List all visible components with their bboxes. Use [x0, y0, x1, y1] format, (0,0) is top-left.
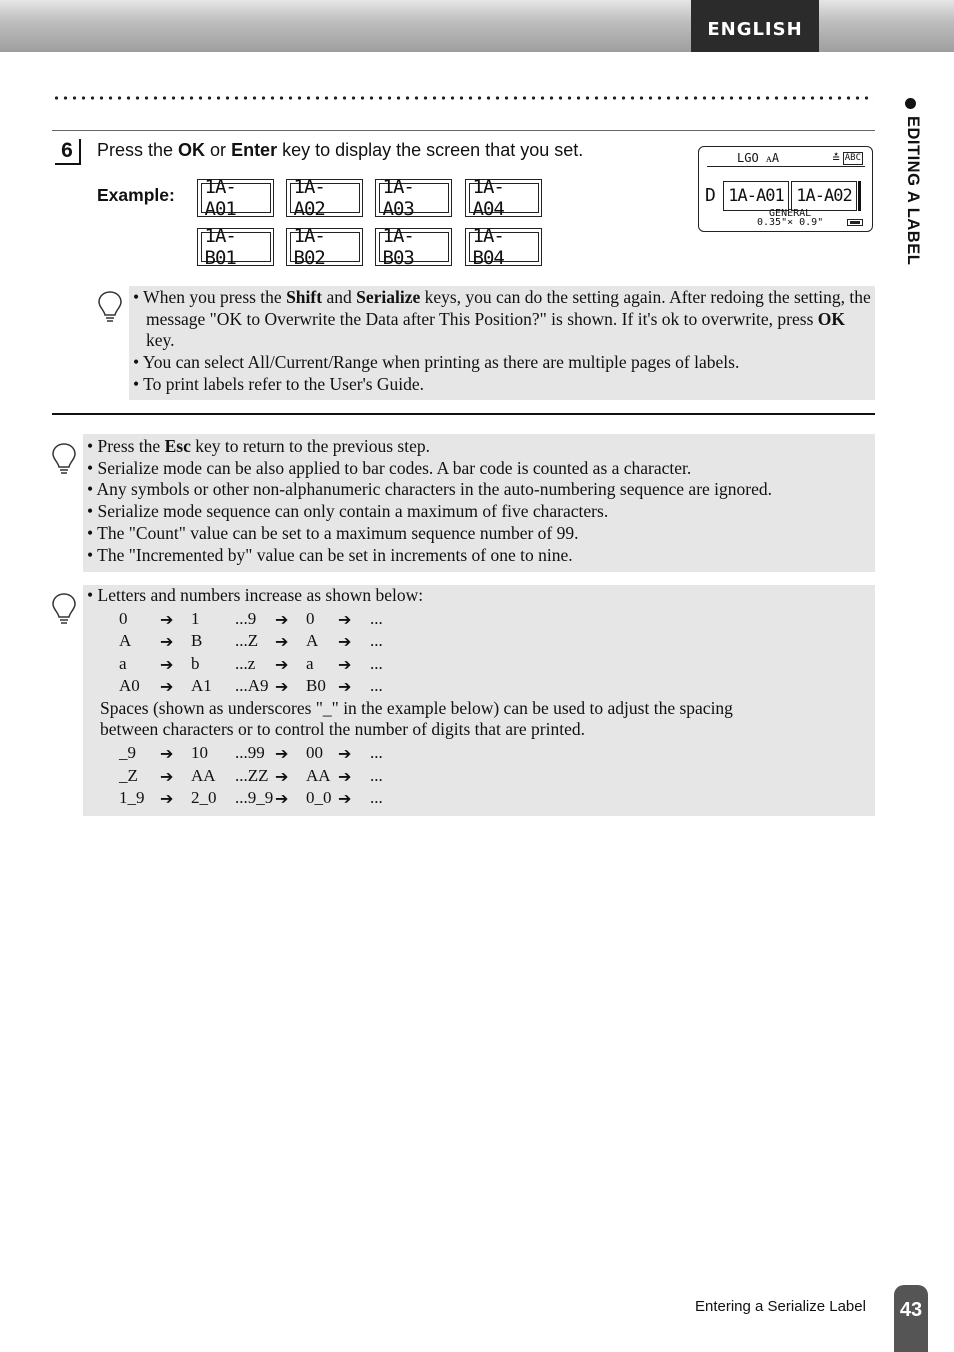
arrow-right-icon: ➔ [338, 766, 352, 786]
sequence-value: a [119, 653, 127, 673]
sequence-value: ... [370, 743, 383, 763]
sequence-value: 2_0 [191, 788, 217, 808]
sequence-value: ...z [235, 653, 256, 673]
hint-note-box [83, 434, 875, 572]
lcd-label-cell: 1A-A02 [791, 181, 857, 211]
example-label-box [375, 176, 452, 220]
sequence-value: 00 [306, 743, 323, 763]
battery-icon [847, 219, 863, 226]
sequence-value: B [191, 631, 203, 651]
example-label-box [465, 225, 542, 269]
footer-section-name: Entering a Serialize Label [695, 1298, 866, 1315]
hint-paragraph: between characters or to control the number of digits that are printed. [100, 719, 585, 740]
arrow-right-icon: ➔ [160, 654, 174, 674]
arrow-right-icon: ➔ [338, 744, 352, 764]
arrow-right-icon: ➔ [275, 654, 289, 674]
arrow-right-icon: ➔ [338, 609, 352, 629]
lcd-block-mark-icon: D [705, 185, 716, 206]
lcd-format: GENERAL [769, 208, 812, 219]
step-text-mid: or [205, 140, 232, 160]
example-label-text: 1A-A01 [201, 183, 271, 213]
hint-bulb-icon [51, 592, 77, 626]
ok-key-label: OK [178, 140, 206, 160]
sequence-value: ...ZZ [235, 765, 269, 785]
hint-bullet: • The "Incremented by" value can be set in increments of one to nine. [87, 544, 573, 565]
hint-bullet: • Any symbols or other non-alphanumeric characters in the auto-numbering sequence are ignored. [87, 479, 772, 500]
sequence-value: 1 [191, 608, 200, 628]
hint-bulb-icon [51, 442, 77, 476]
hint-bullet: • Letters and numbers increase as shown below: [87, 585, 424, 605]
arrow-right-icon: ➔ [160, 789, 174, 809]
dotted-divider [52, 96, 874, 100]
lcd-screen-illustration [698, 146, 873, 232]
lcd-label-cell: 1A-A01 [723, 181, 789, 211]
example-label-text: 1A-A02 [290, 183, 360, 213]
sequence-row [87, 675, 875, 698]
sequence-value: A [119, 631, 132, 651]
example-label-text: 1A-B01 [201, 232, 271, 262]
hint-bullet: • Serialize mode sequence can only contain a maximum of five characters. [87, 501, 609, 522]
lcd-status-right [833, 151, 864, 165]
hint-bulb-icon [97, 290, 123, 324]
lcd-status-row [707, 151, 865, 167]
arrow-right-icon: ➔ [275, 677, 289, 697]
lcd-cursor-icon [858, 181, 861, 211]
sequence-value: ... [370, 653, 383, 673]
sequence-value: ...A9 [235, 676, 269, 696]
hint-bullet: • Press the Esc key to return to the previous step. [87, 436, 430, 456]
arrow-right-icon: ➔ [160, 766, 174, 786]
section-bullet-icon [905, 98, 916, 109]
sequence-table [87, 742, 875, 810]
example-label-box [465, 176, 542, 220]
arrow-right-icon: ➔ [275, 632, 289, 652]
example-label-box [197, 176, 274, 220]
hint-note-box [129, 286, 875, 400]
section-title-vertical: EDITING A LABEL [904, 116, 922, 266]
arrow-right-icon: ➔ [160, 632, 174, 652]
hint-paragraph: Spaces (shown as underscores "_" in the example below) can be used to adjust the spacing [100, 697, 733, 718]
arrow-right-icon: ➔ [338, 654, 352, 674]
hint-bullet: • The "Count" value can be set to a maximum sequence number of 99. [87, 522, 579, 543]
sequence-table [87, 608, 875, 698]
language-tab: ENGLISH [691, 0, 819, 52]
hint-bullet: • To print labels refer to the User's Guide. [133, 373, 425, 394]
step-bottom-rule [52, 413, 875, 415]
sequence-row [87, 765, 875, 788]
lcd-tape-info [757, 209, 823, 227]
arrow-right-icon: ➔ [275, 789, 289, 809]
arrow-right-icon: ➔ [338, 632, 352, 652]
step-text-pre: Press the [97, 140, 179, 160]
example-label-text: 1A-A04 [469, 183, 539, 213]
sequence-value: 1_9 [119, 788, 145, 808]
hint-note-box [83, 585, 875, 816]
example-label-box [286, 176, 363, 220]
example-label: Example: [97, 185, 175, 205]
sequence-value: ...9 [235, 608, 257, 628]
sequence-value: A1 [191, 676, 212, 696]
step-top-rule [52, 130, 875, 131]
sequence-value: ... [370, 765, 383, 785]
lcd-size: 0.35"× 0.9" [757, 217, 824, 228]
arrow-right-icon: ➔ [275, 744, 289, 764]
sequence-value: ...9_9 [235, 788, 274, 808]
sequence-value: ...99 [235, 743, 265, 763]
example-label-box [197, 225, 274, 269]
sequence-value: ...Z [235, 631, 259, 651]
arrow-right-icon: ➔ [338, 789, 352, 809]
sequence-value: _9 [119, 743, 136, 763]
sequence-row [87, 742, 875, 765]
sequence-value: ... [370, 676, 383, 696]
sequence-value: b [191, 653, 200, 673]
sequence-value: ... [370, 608, 383, 628]
arrow-right-icon: ➔ [275, 766, 289, 786]
sequence-value: A [306, 631, 319, 651]
sequence-row [87, 608, 875, 631]
step-instruction [97, 140, 583, 161]
example-label-text: 1A-B02 [290, 232, 360, 262]
sequence-value: 0_0 [306, 788, 332, 808]
arrow-right-icon: ➔ [275, 609, 289, 629]
sequence-value: AA [306, 765, 331, 785]
sequence-value: A0 [119, 676, 140, 696]
caps-indicator: ABC [844, 152, 861, 163]
hint-bullet: • You can select All/Current/Range when printing as there are multiple pages of labels. [133, 352, 740, 373]
hint-bullet: • When you press the Shift and Serialize keys, you can do the setting again. After redoing the setting, the message "OK to Overwrite the Data after This Position?" is shown. If it's ok to overwrite, press OK key. [133, 287, 871, 351]
example-label-box [375, 225, 452, 269]
lcd-status-left: LGO ᴀA [737, 151, 780, 165]
step-text-post: key to display the screen that you set. [277, 140, 584, 160]
arrow-right-icon: ➔ [160, 677, 174, 697]
sequence-value: B0 [306, 676, 326, 696]
sequence-value: ... [370, 631, 383, 651]
sequence-value: 0 [119, 608, 128, 628]
sequence-value: a [306, 653, 314, 673]
page-number: 43 [894, 1285, 928, 1352]
sequence-row [87, 787, 875, 810]
sequence-value: ... [370, 788, 383, 808]
example-label-text: 1A-B04 [469, 232, 539, 262]
arrow-right-icon: ➔ [160, 609, 174, 629]
enter-key-label: Enter [231, 140, 278, 160]
step-number: 6 [55, 139, 81, 165]
example-label-text: 1A-A03 [379, 183, 449, 213]
sequence-row [87, 630, 875, 653]
example-label-box [286, 225, 363, 269]
example-label-text: 1A-B03 [379, 232, 449, 262]
alignment-icon: ≛ [832, 151, 840, 165]
sequence-row [87, 653, 875, 676]
sequence-value: 10 [191, 743, 208, 763]
sequence-value: 0 [306, 608, 315, 628]
arrow-right-icon: ➔ [160, 744, 174, 764]
sequence-value: _Z [119, 765, 138, 785]
arrow-right-icon: ➔ [338, 677, 352, 697]
hint-bullet: • Serialize mode can be also applied to bar codes. A bar code is counted as a character. [87, 457, 692, 478]
sequence-value: AA [191, 765, 216, 785]
